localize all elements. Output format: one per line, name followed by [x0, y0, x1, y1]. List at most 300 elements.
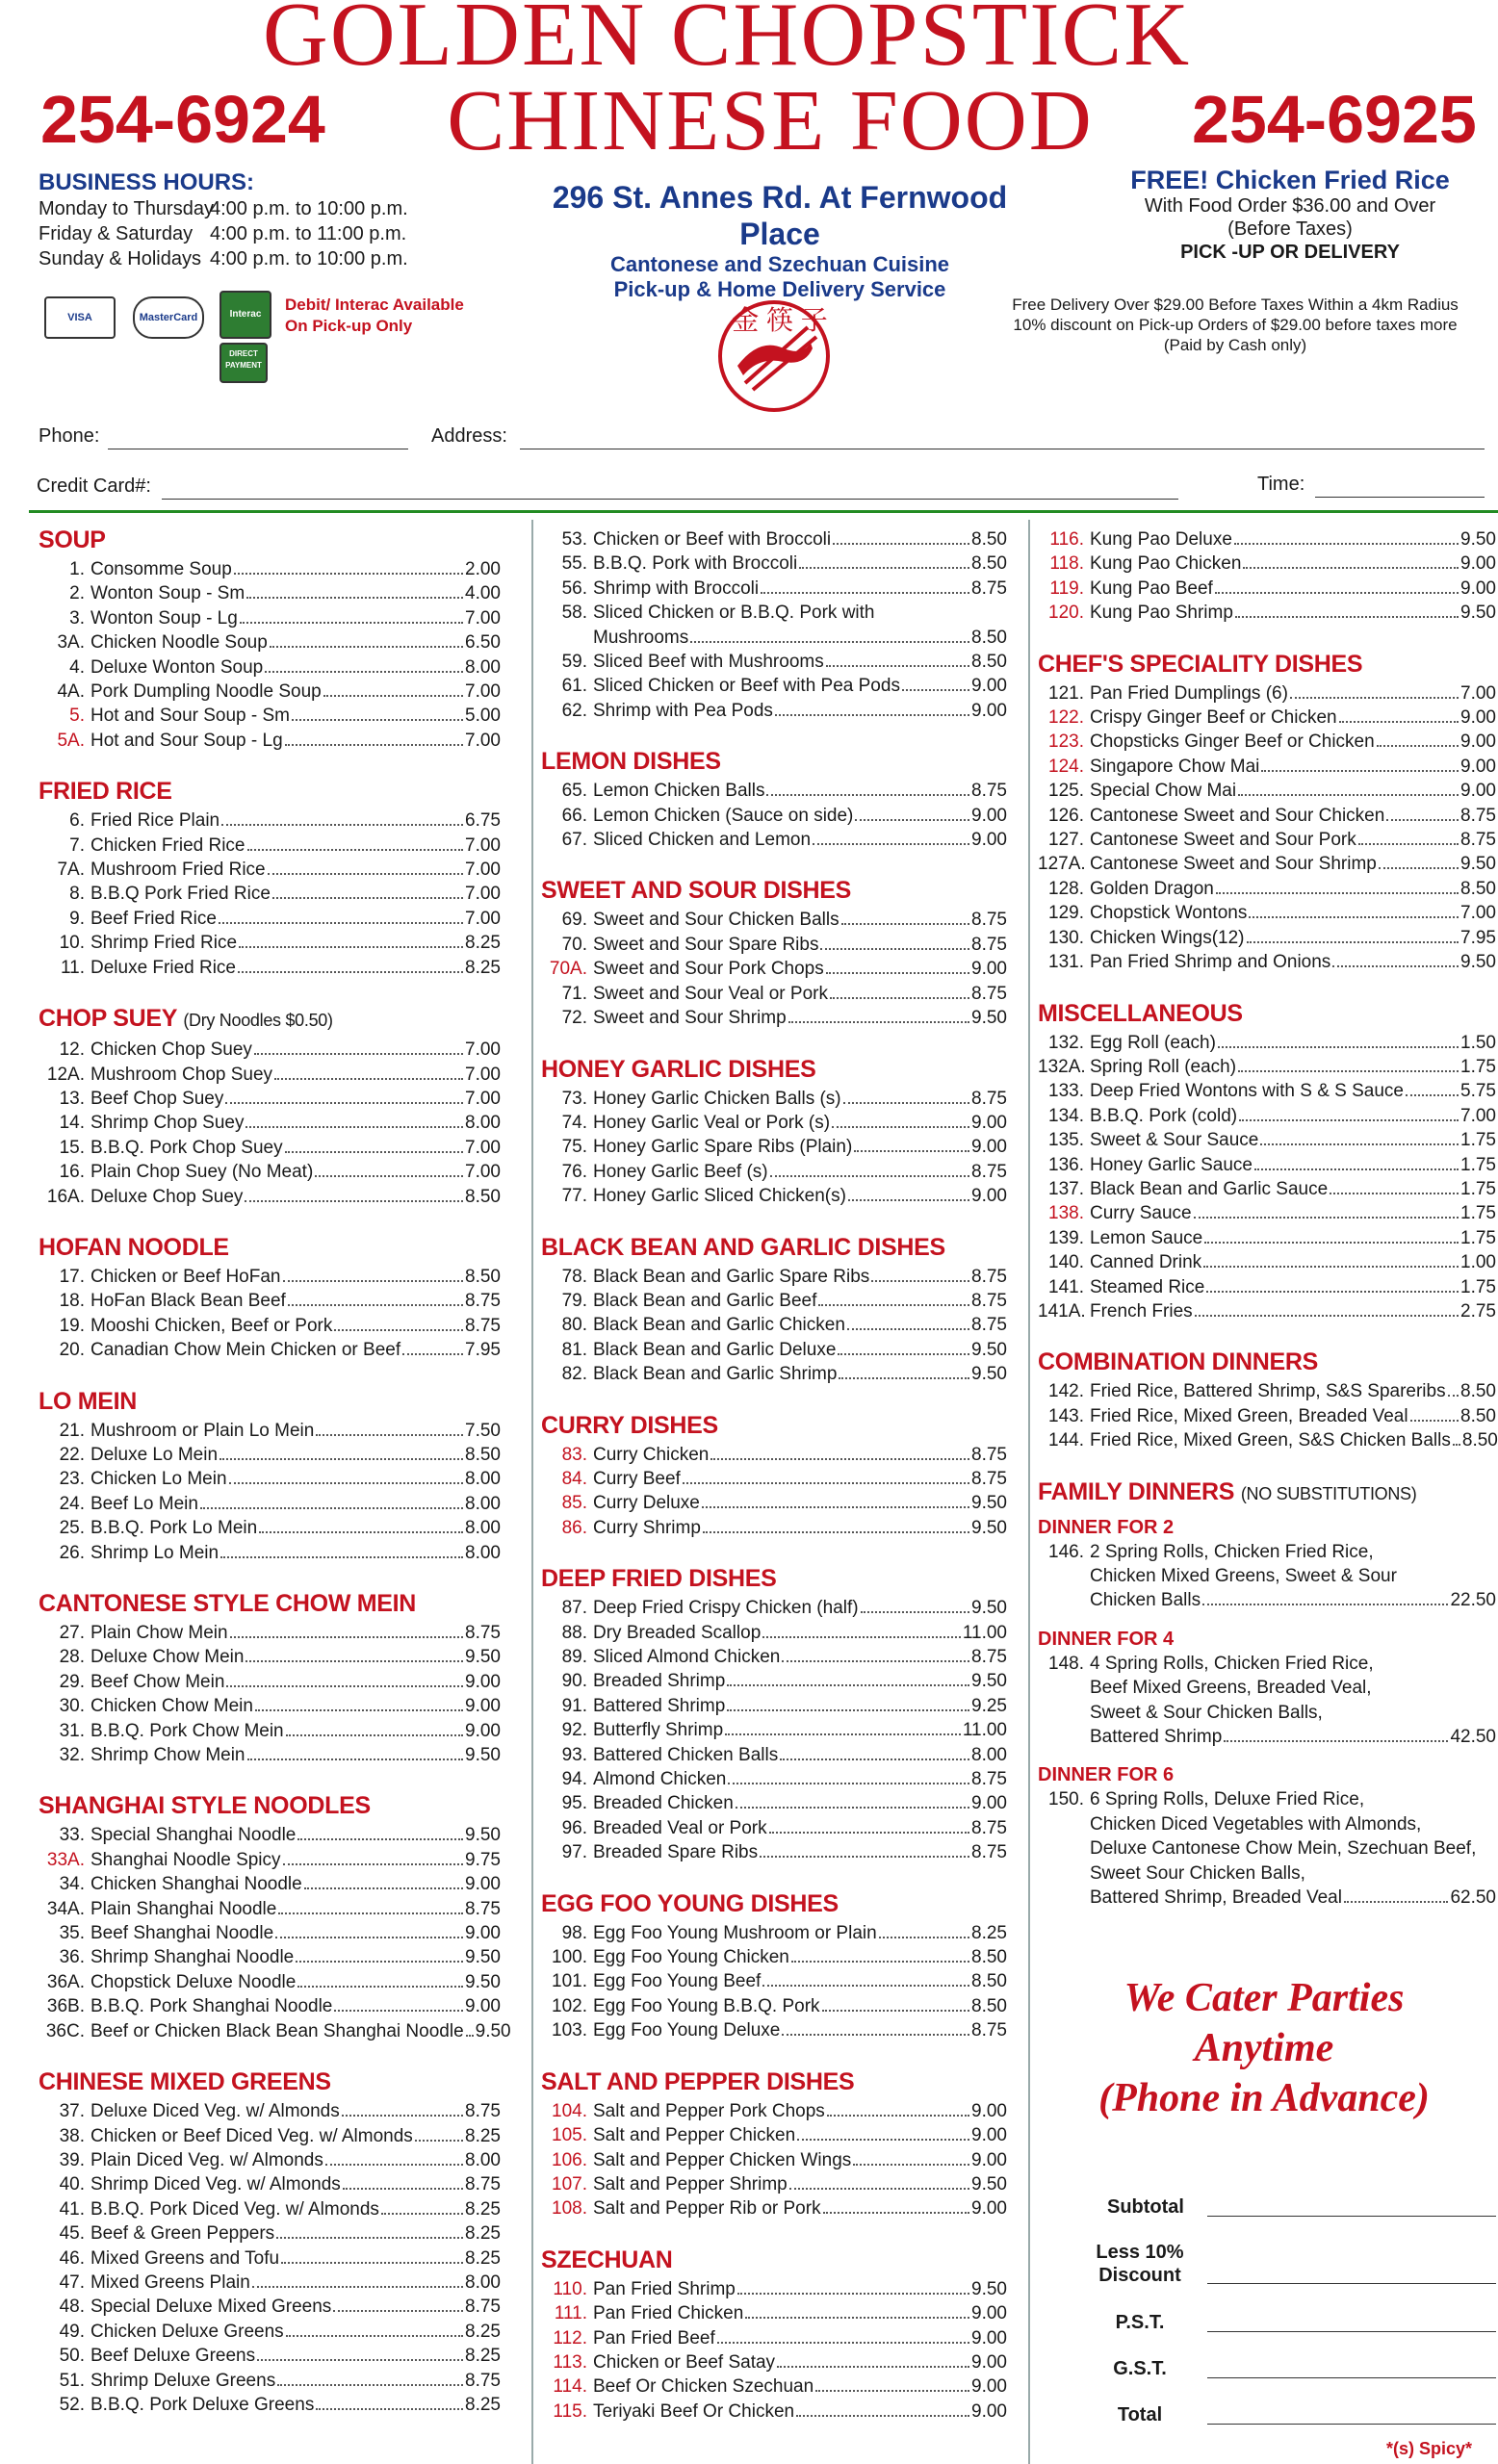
menu-item[interactable] — [39, 1719, 501, 1743]
menu-item[interactable] — [1038, 1128, 1496, 1152]
item-number: 56. — [561, 578, 587, 599]
item-price: 9.50 — [1460, 603, 1496, 624]
menu-item[interactable] — [39, 630, 501, 654]
section-title-row — [541, 2245, 1007, 2275]
menu-item[interactable] — [39, 704, 501, 728]
menu-item[interactable] — [39, 882, 501, 906]
menu-item[interactable] — [1038, 804, 1496, 828]
menu-item[interactable] — [39, 680, 501, 704]
menu-item[interactable] — [1038, 1299, 1496, 1323]
item-name: Deluxe Chop Suey — [90, 1186, 244, 1207]
menu-item[interactable] — [39, 606, 501, 630]
menu-item[interactable] — [1038, 1379, 1496, 1403]
subtotal-field[interactable] — [1207, 2216, 1496, 2217]
item-name: Deluxe Lo Mein — [90, 1444, 219, 1465]
leader-dots — [415, 2140, 463, 2142]
menu-item[interactable] — [1038, 926, 1496, 950]
item-name-continued: Mushrooms — [593, 627, 689, 648]
item-number: 51. — [59, 2370, 85, 2391]
item-number: 126. — [1048, 805, 1084, 826]
menu-item[interactable] — [541, 527, 1007, 552]
menu-item[interactable] — [39, 2099, 501, 2123]
menu-item[interactable] — [1038, 601, 1496, 625]
item-price: 9.50 — [971, 1517, 1007, 1538]
menu-item[interactable] — [39, 557, 501, 581]
menu-item[interactable] — [541, 1791, 1007, 1815]
item-number: 75. — [561, 1137, 587, 1158]
item-number: 31. — [59, 1720, 85, 1741]
leader-dots — [1261, 770, 1459, 772]
menu-item[interactable] — [39, 2172, 501, 2196]
menu-item[interactable] — [541, 2148, 1007, 2172]
menu-item[interactable] — [39, 655, 501, 680]
item-name: Shrimp Diced Veg. w/ Almonds — [90, 2174, 341, 2195]
menu-section — [541, 2245, 1007, 2424]
menu-item[interactable] — [39, 1338, 501, 1362]
leader-dots — [285, 744, 463, 746]
item-price: 8.75 — [971, 1266, 1007, 1287]
item-name: Beef Deluxe Greens — [90, 2346, 256, 2367]
menu-item[interactable] — [541, 2326, 1007, 2350]
menu-item[interactable] — [1038, 681, 1496, 706]
leader-dots — [1290, 697, 1459, 699]
menu-item[interactable] — [541, 699, 1007, 723]
leader-dots — [1448, 1395, 1459, 1397]
dinner-line-text: Battered Shrimp — [1090, 1727, 1223, 1748]
item-price: 9.00 — [971, 959, 1007, 980]
menu-item[interactable] — [1038, 950, 1496, 974]
leader-dots — [745, 2317, 969, 2319]
menu-item[interactable] — [39, 1516, 501, 1540]
leader-dots — [1218, 1046, 1459, 1048]
menu-item[interactable] — [541, 2301, 1007, 2325]
discount-field[interactable] — [1207, 2283, 1496, 2284]
menu-item[interactable] — [39, 1743, 501, 1767]
menu-item[interactable] — [1038, 1055, 1496, 1079]
section-title-row — [39, 1588, 501, 1619]
section-title: BLACK BEAN AND GARLIC DISHES — [541, 1233, 945, 1261]
section-title: CHEF'S SPECIALITY DISHES — [1038, 650, 1363, 678]
menu-item[interactable] — [541, 933, 1007, 957]
menu-item[interactable] — [39, 2246, 501, 2271]
menu-item[interactable] — [39, 1541, 501, 1565]
menu-item[interactable] — [39, 858, 501, 882]
menu-item[interactable] — [1038, 852, 1496, 876]
item-number: 123. — [1048, 732, 1084, 753]
item-price: 7.00 — [465, 1162, 501, 1183]
menu-item[interactable] — [541, 2277, 1007, 2301]
phone-number-left[interactable]: 254-6924 — [40, 82, 325, 157]
leader-dots — [1453, 1444, 1460, 1446]
leader-dots — [1358, 843, 1459, 845]
dinner-line-text: 2 Spring Rolls, Chicken Fried Rice, — [1090, 1541, 1374, 1562]
item-number: 9. — [69, 908, 85, 929]
menu-item[interactable] — [39, 2197, 501, 2221]
menu-item[interactable] — [541, 1669, 1007, 1693]
item-name: B.B.Q. Pork Diced Veg. w/ Almonds — [90, 2198, 379, 2220]
leader-dots — [229, 1482, 463, 1484]
total-field[interactable] — [1207, 2424, 1496, 2425]
menu-item[interactable] — [541, 1160, 1007, 1184]
item-price: 8.25 — [465, 933, 501, 954]
item-number: 90. — [561, 1671, 587, 1692]
menu-section — [39, 1003, 501, 1209]
menu-item[interactable] — [541, 1265, 1007, 1289]
leader-dots — [323, 695, 463, 697]
section-title-row — [541, 875, 1007, 906]
leader-dots — [871, 1280, 969, 1282]
item-price: 1.75 — [1460, 1227, 1496, 1248]
item-price: 11.00 — [962, 1720, 1007, 1741]
leader-dots — [832, 1126, 969, 1128]
menu-item[interactable] — [541, 2172, 1007, 2196]
menu-item[interactable] — [541, 1718, 1007, 1742]
menu-item[interactable] — [541, 1743, 1007, 1767]
item-number: 114. — [553, 2376, 587, 2398]
menu-item[interactable] — [39, 1443, 501, 1467]
leader-dots — [796, 2415, 969, 2417]
menu-item[interactable] — [541, 2400, 1007, 2424]
menu-item[interactable] — [541, 1006, 1007, 1030]
debit-info: Debit/ Interac Available On Pick-up Only — [285, 295, 464, 335]
item-number: 132A. — [1038, 1056, 1086, 1077]
menu-item[interactable] — [541, 1362, 1007, 1386]
menu-item[interactable] — [541, 2374, 1007, 2399]
menu-item[interactable] — [1038, 1226, 1496, 1250]
leader-dots — [304, 1887, 463, 1889]
menu-item[interactable] — [1038, 877, 1496, 901]
section-title-row — [1038, 649, 1496, 680]
credit-card-field[interactable] — [162, 499, 1178, 500]
menu-item[interactable] — [39, 808, 501, 833]
menu-item[interactable] — [541, 908, 1007, 932]
item-name: Plain Shanghai Noodle — [90, 1898, 277, 1919]
menu-item[interactable] — [39, 2124, 501, 2148]
menu-item[interactable] — [541, 1767, 1007, 1791]
item-price: 7.00 — [1460, 682, 1496, 704]
menu-item[interactable] — [1038, 552, 1496, 576]
item-number: 76. — [561, 1161, 587, 1182]
item-number: 36B. — [46, 1996, 85, 2017]
item-name: Kung Pao Deluxe — [1090, 529, 1232, 550]
menu-item[interactable] — [541, 1289, 1007, 1313]
leader-dots — [826, 972, 969, 974]
item-number: 2. — [69, 583, 85, 604]
item-number: 100. — [552, 1947, 587, 1968]
item-name: Pan Fried Beef — [593, 2327, 715, 2348]
menu-item[interactable] — [541, 1921, 1007, 1945]
dinner-line — [1038, 1701, 1496, 1725]
menu-item[interactable] — [541, 982, 1007, 1006]
item-price: 9.00 — [971, 2100, 1007, 2121]
leader-dots — [791, 1961, 969, 1963]
menu-item[interactable] — [39, 1314, 501, 1338]
menu-item[interactable] — [1038, 901, 1496, 925]
item-price: 7.95 — [465, 1340, 501, 1361]
menu-item[interactable] — [39, 931, 501, 955]
item-number: 8. — [69, 884, 85, 905]
menu-item[interactable] — [541, 2099, 1007, 2123]
menu-item[interactable] — [1038, 706, 1496, 730]
item-name: Sliced Almond Chicken — [593, 1647, 781, 1667]
menu-item[interactable] — [39, 1670, 501, 1694]
item-number: 89. — [561, 1647, 587, 1667]
menu-item[interactable] — [541, 2196, 1007, 2220]
time-field[interactable] — [1315, 497, 1485, 498]
menu-item[interactable] — [541, 650, 1007, 674]
menu-item[interactable] — [1038, 1177, 1496, 1201]
menu-item[interactable] — [541, 779, 1007, 803]
menu-item[interactable] — [1038, 828, 1496, 852]
item-price: 1.75 — [1460, 1203, 1496, 1224]
dinner-line-text: Sweet & Sour Chicken Balls, — [1090, 1702, 1323, 1723]
menu-section — [1038, 649, 1496, 975]
item-name: Mixed Greens and Tofu — [90, 2247, 280, 2269]
menu-item[interactable] — [541, 1994, 1007, 2018]
section-title: CURRY DISHES — [541, 1411, 718, 1439]
menu-item[interactable] — [541, 1087, 1007, 1111]
menu-item[interactable] — [39, 1265, 501, 1289]
menu-item[interactable] — [39, 1694, 501, 1718]
menu-item[interactable] — [39, 581, 501, 605]
item-price: 8.75 — [971, 2020, 1007, 2041]
item-number: 141. — [1048, 1276, 1084, 1297]
section-title-row — [39, 2066, 501, 2097]
item-price: 8.50 — [1460, 878, 1496, 899]
menu-item[interactable] — [39, 2369, 501, 2393]
item-number: 94. — [561, 1769, 587, 1790]
leader-dots — [245, 1660, 463, 1662]
menu-item[interactable] — [39, 1945, 501, 1969]
menu-item[interactable] — [541, 1945, 1007, 1969]
item-price: 6.75 — [465, 810, 501, 832]
menu-item[interactable] — [39, 2320, 501, 2344]
menu-item[interactable] — [39, 2148, 501, 2172]
menu-item[interactable] — [39, 1111, 501, 1135]
item-price: 8.75 — [971, 1468, 1007, 1489]
menu-item[interactable] — [1038, 1104, 1496, 1128]
item-price: 9.00 — [1460, 578, 1496, 599]
menu-item[interactable] — [1038, 1250, 1496, 1274]
section-title-row — [541, 746, 1007, 777]
pst-label: P.S.T. — [1115, 2312, 1165, 2333]
menu-item[interactable] — [39, 2271, 501, 2295]
leader-dots — [770, 1175, 969, 1177]
leader-dots — [1249, 916, 1459, 918]
item-price: 9.00 — [971, 830, 1007, 851]
leader-dots — [1204, 1242, 1459, 1244]
menu-item[interactable] — [39, 2221, 501, 2246]
item-number: 66. — [561, 805, 587, 826]
menu-item[interactable] — [39, 729, 501, 753]
menu-item[interactable] — [1038, 1153, 1496, 1177]
menu-item[interactable] — [541, 828, 1007, 852]
family-dinner[interactable] — [1038, 1762, 1496, 1910]
item-number: 85. — [561, 1493, 587, 1514]
menu-item[interactable] — [39, 1872, 501, 1896]
item-number: 36. — [59, 1947, 85, 1968]
menu-item[interactable] — [541, 1184, 1007, 1208]
menu-item[interactable] — [39, 1621, 501, 1645]
item-name: Deluxe Fried Rice — [90, 957, 236, 978]
menu-item[interactable] — [1038, 527, 1496, 552]
menu-item[interactable] — [1038, 577, 1496, 601]
menu-column-1 — [39, 525, 511, 2440]
delivery-line: Free Delivery Over $29.00 Before Taxes Within a 4km Radius — [1012, 295, 1459, 314]
item-number: 47. — [59, 2272, 85, 2293]
menu-item[interactable] — [541, 1694, 1007, 1718]
promo-line: (Before Taxes) — [1227, 218, 1353, 240]
item-price: 9.00 — [971, 1186, 1007, 1207]
family-dinner[interactable] — [1038, 1515, 1496, 1613]
item-number: 37. — [59, 2101, 85, 2122]
menu-item[interactable] — [541, 1491, 1007, 1515]
menu-item[interactable] — [541, 1516, 1007, 1540]
menu-item[interactable] — [541, 1467, 1007, 1491]
delivery-line: (Paid by Cash only) — [1163, 336, 1307, 354]
menu-item[interactable] — [541, 674, 1007, 698]
menu-item[interactable] — [541, 2123, 1007, 2147]
leader-dots — [286, 2335, 463, 2337]
item-number: 35. — [59, 1923, 85, 1944]
menu-item[interactable] — [541, 1338, 1007, 1362]
menu-item[interactable] — [39, 956, 501, 980]
menu-item[interactable] — [541, 2018, 1007, 2042]
item-name: Shrimp Shanghai Noodle — [90, 1947, 295, 1968]
menu-item[interactable] — [541, 1840, 1007, 1864]
menu-item[interactable] — [541, 957, 1007, 981]
menu-item[interactable] — [39, 1136, 501, 1160]
menu-item[interactable] — [541, 552, 1007, 576]
item-name: Lemon Chicken Balls — [593, 781, 765, 802]
menu-item[interactable] — [39, 907, 501, 931]
menu-item[interactable] — [39, 1087, 501, 1111]
item-number: 86. — [561, 1517, 587, 1538]
menu-item[interactable] — [39, 1823, 501, 1847]
dinner-line-text: 4 Spring Rolls, Chicken Fried Rice, — [1090, 1653, 1374, 1674]
pst-field[interactable] — [1207, 2331, 1496, 2332]
menu-item[interactable] — [541, 804, 1007, 828]
item-price: 7.00 — [465, 834, 501, 856]
menu-item-continued[interactable] — [541, 626, 1007, 650]
section-title: CHOP SUEY — [39, 1005, 177, 1033]
menu-item[interactable] — [541, 1111, 1007, 1135]
menu-item[interactable] — [1038, 1404, 1496, 1428]
menu-item[interactable] — [541, 1645, 1007, 1669]
menu-item[interactable] — [39, 1921, 501, 1945]
menu-item[interactable] — [39, 1848, 501, 1872]
family-dinner[interactable] — [1038, 1627, 1496, 1750]
item-name: Curry Chicken — [593, 1444, 710, 1465]
item-name: Fried Rice, Mixed Green, S&S Chicken Balls — [1090, 1430, 1451, 1451]
leader-dots — [466, 2035, 474, 2037]
leader-dots — [283, 1863, 463, 1865]
item-name: B.B.Q. Pork with Broccoli — [593, 553, 798, 575]
menu-item[interactable] — [541, 601, 1007, 625]
item-price: 8.75 — [465, 2174, 501, 2195]
column-divider — [531, 520, 533, 2464]
menu-item[interactable] — [541, 577, 1007, 601]
item-name: Chopstick Wontons — [1090, 903, 1248, 924]
section-title: CHINESE MIXED GREENS — [39, 2068, 331, 2096]
menu-item[interactable] — [1038, 1201, 1496, 1225]
menu-item[interactable] — [39, 2295, 501, 2319]
item-name: Cantonese Sweet and Sour Pork — [1090, 830, 1356, 851]
item-name: B.B.Q. Pork Deluxe Greens — [90, 2394, 315, 2415]
dinner-line — [1038, 1861, 1496, 1886]
menu-item[interactable] — [1038, 1275, 1496, 1299]
phone-number-right[interactable]: 254-6925 — [1192, 82, 1477, 157]
leader-dots — [1377, 745, 1459, 747]
menu-item[interactable] — [39, 1492, 501, 1516]
menu-item[interactable] — [541, 2350, 1007, 2374]
item-price: 8.00 — [971, 1744, 1007, 1765]
menu-item[interactable] — [39, 1970, 501, 1994]
menu-section — [1038, 998, 1496, 1324]
menu-item[interactable] — [39, 1994, 501, 2018]
menu-item[interactable] — [1038, 779, 1496, 803]
item-number: 3A. — [57, 632, 85, 654]
menu-item[interactable] — [39, 1289, 501, 1313]
menu-item[interactable] — [1038, 1079, 1496, 1103]
menu-item[interactable] — [39, 1160, 501, 1184]
item-number: 113. — [553, 2351, 587, 2373]
menu-item[interactable] — [39, 1645, 501, 1669]
menu-item[interactable] — [39, 2019, 511, 2043]
menu-item[interactable] — [39, 1419, 501, 1443]
menu-item[interactable] — [1038, 1428, 1496, 1452]
leader-dots — [703, 1531, 969, 1533]
menu-item[interactable] — [39, 2344, 501, 2368]
item-name: Shrimp Deluxe Greens — [90, 2370, 276, 2391]
item-name: Dry Breaded Scallop — [593, 1622, 762, 1643]
leader-dots — [788, 1021, 969, 1023]
menu-item[interactable] — [39, 1038, 501, 1062]
menu-item[interactable] — [541, 1969, 1007, 1993]
menu-item[interactable] — [1038, 730, 1496, 754]
leader-dots — [1202, 1604, 1448, 1605]
menu-item[interactable] — [39, 1185, 501, 1209]
menu-item[interactable] — [541, 1596, 1007, 1620]
item-number: 19. — [59, 1315, 85, 1336]
leader-dots — [841, 923, 969, 925]
menu-item[interactable] — [39, 1467, 501, 1491]
item-price: 9.75 — [465, 1849, 501, 1870]
item-name: Lemon Chicken (Sauce on side) — [593, 805, 854, 826]
item-number: 73. — [561, 1088, 587, 1109]
gst-field[interactable] — [1207, 2377, 1496, 2378]
item-number: 101. — [552, 1971, 587, 1992]
menu-item[interactable] — [541, 1816, 1007, 1840]
menu-item[interactable] — [541, 1443, 1007, 1467]
item-name: Deep Fried Wontons with S & S Sauce — [1090, 1081, 1404, 1102]
item-price: 8.75 — [971, 934, 1007, 955]
leader-dots — [789, 2188, 969, 2190]
menu-item[interactable] — [541, 1135, 1007, 1159]
menu-item[interactable] — [39, 1897, 501, 1921]
section-title: FRIED RICE — [39, 778, 172, 806]
menu-item[interactable] — [1038, 755, 1496, 779]
menu-item[interactable] — [541, 1621, 1007, 1645]
item-name: Black Bean and Garlic Chicken — [593, 1315, 845, 1336]
menu-item[interactable] — [39, 834, 501, 858]
menu-item[interactable] — [39, 1063, 501, 1087]
menu-item[interactable] — [1038, 1031, 1496, 1055]
direct-payment-icon: DIRECT PAYMENT — [220, 343, 268, 383]
leader-dots — [855, 819, 969, 821]
menu-item[interactable] — [541, 1313, 1007, 1337]
menu-item[interactable] — [39, 2393, 501, 2417]
